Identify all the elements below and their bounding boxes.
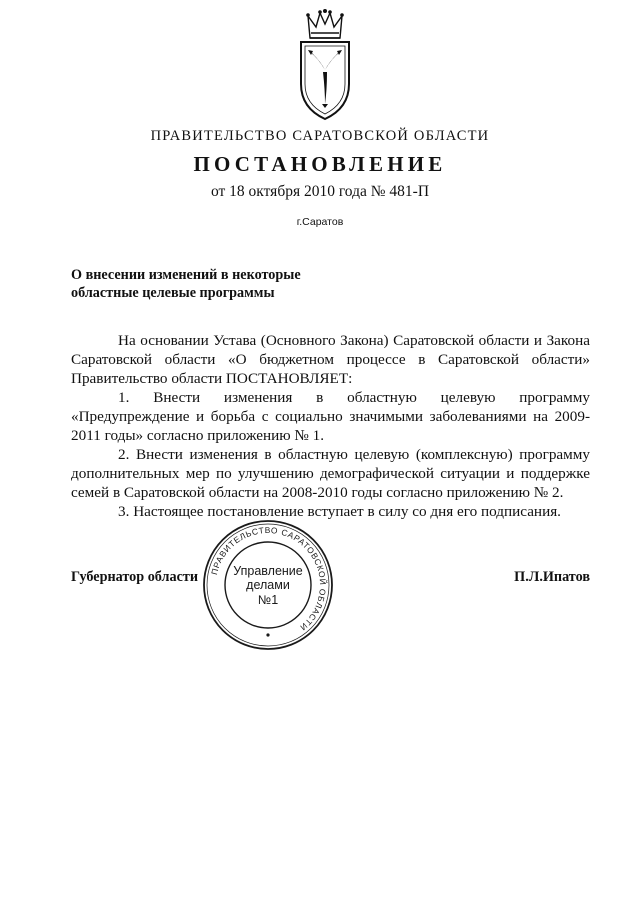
document-type-title: ПОСТАНОВЛЕНИЕ [193, 152, 447, 176]
document-body [71, 331, 590, 521]
official-stamp [200, 517, 336, 653]
resolution-item-1: 1. Внести изменения в областную целевую программу «Предупреждение и борьба с социально значимыми заболеваниями на 2009-2011 годы» согласно приложению № 1. [71, 389, 590, 444]
resolution-item-3: 3. Настоящее постановление вступает в силу со дня его подписания. [118, 503, 561, 520]
preamble-paragraph: На основании Устава (Основного Закона) Саратовской области и Закона Саратовской области «О бюджетном процессе в Саратовской области» Правительство области ПОСТАНОВЛЯЕТ: [71, 332, 590, 387]
document-city: г.Саратов [296, 216, 344, 228]
stamp-ring-text: ПРАВИТЕЛЬСТВО САРАТОВСКОЙ ОБЛАСТИ [209, 524, 329, 633]
document-date-number: от 18 октября 2010 года № 481-П [210, 183, 430, 200]
signatory-name: П.Л.Ипатов [514, 569, 590, 585]
signatory-title: Губернатор области [71, 569, 199, 585]
stamp-line-3: №1 [257, 593, 279, 607]
document-subject [71, 266, 391, 302]
stamp-line-1: Управление [233, 564, 303, 578]
resolution-item-2: 2. Внести изменения в областную целевую (комплексную) программу дополнительных мер по улучшению демографической ситуации и поддержке семей в Саратовской области на 2008-2010 годы согласно приложению № 2. [71, 446, 590, 501]
stamp-line-2: делами [246, 578, 290, 592]
subject-line-1: О внесении изменений в некоторые [71, 267, 301, 283]
saratov-coat-of-arms-icon [296, 8, 354, 122]
subject-line-2: областные целевые программы [71, 285, 275, 301]
government-name: ПРАВИТЕЛЬСТВО САРАТОВСКОЙ ОБЛАСТИ [150, 128, 490, 144]
